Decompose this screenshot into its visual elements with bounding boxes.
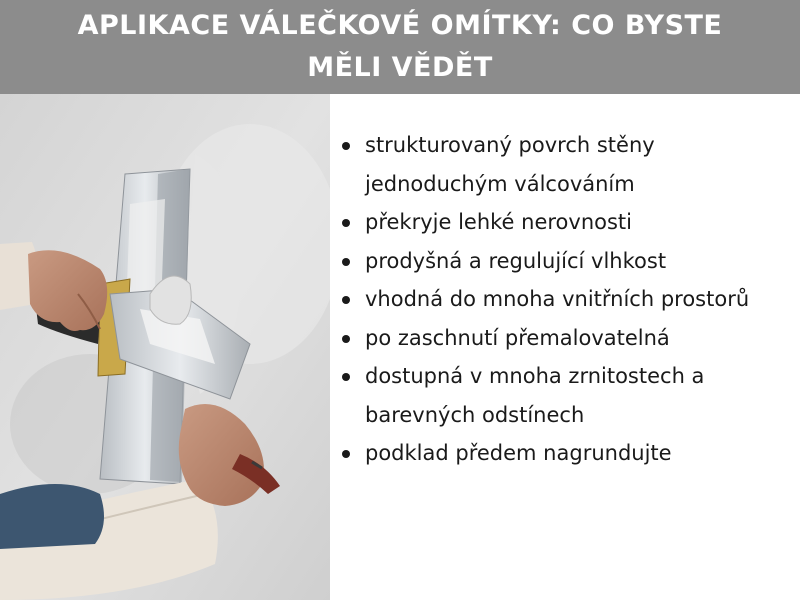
list-item-text: dostupná v mnoha zrnitostech a barevných odstínech	[365, 364, 705, 427]
list-item-text: po zaschnutí přemalovatelná	[365, 325, 670, 350]
list-item	[338, 203, 793, 242]
list-item	[338, 126, 793, 203]
list-item	[338, 357, 793, 434]
page-title: APLIKACE VÁLEČKOVÉ OMÍTKY: CO BYSTE MĚLI VĚDĚT	[77, 10, 723, 83]
list-item-text: strukturovaný povrch stěny jednoduchým válcováním	[365, 133, 655, 196]
list-item-text: překryje lehké nerovnosti	[365, 210, 632, 234]
plastering-photo	[0, 94, 330, 600]
plastering-hands-illustration	[0, 94, 330, 600]
bullet-icon	[342, 219, 350, 227]
list-item	[338, 319, 793, 358]
bullet-icon	[342, 373, 350, 381]
info-panel	[330, 94, 800, 600]
bullet-icon	[342, 142, 350, 150]
list-item-text: prodyšná a regulující vlhkost	[365, 248, 667, 273]
list-item	[338, 434, 793, 473]
feature-list	[338, 126, 793, 473]
bullet-icon	[342, 258, 350, 266]
list-item	[338, 242, 793, 281]
bullet-icon	[342, 450, 350, 458]
bullet-icon	[342, 335, 350, 343]
list-item	[338, 280, 793, 319]
list-item-text: podklad předem nagrundujte	[365, 441, 672, 465]
list-item-text: vhodná do mnoha vnitřních prostorů	[365, 287, 750, 311]
title-banner	[0, 0, 800, 94]
bullet-icon	[342, 296, 350, 304]
